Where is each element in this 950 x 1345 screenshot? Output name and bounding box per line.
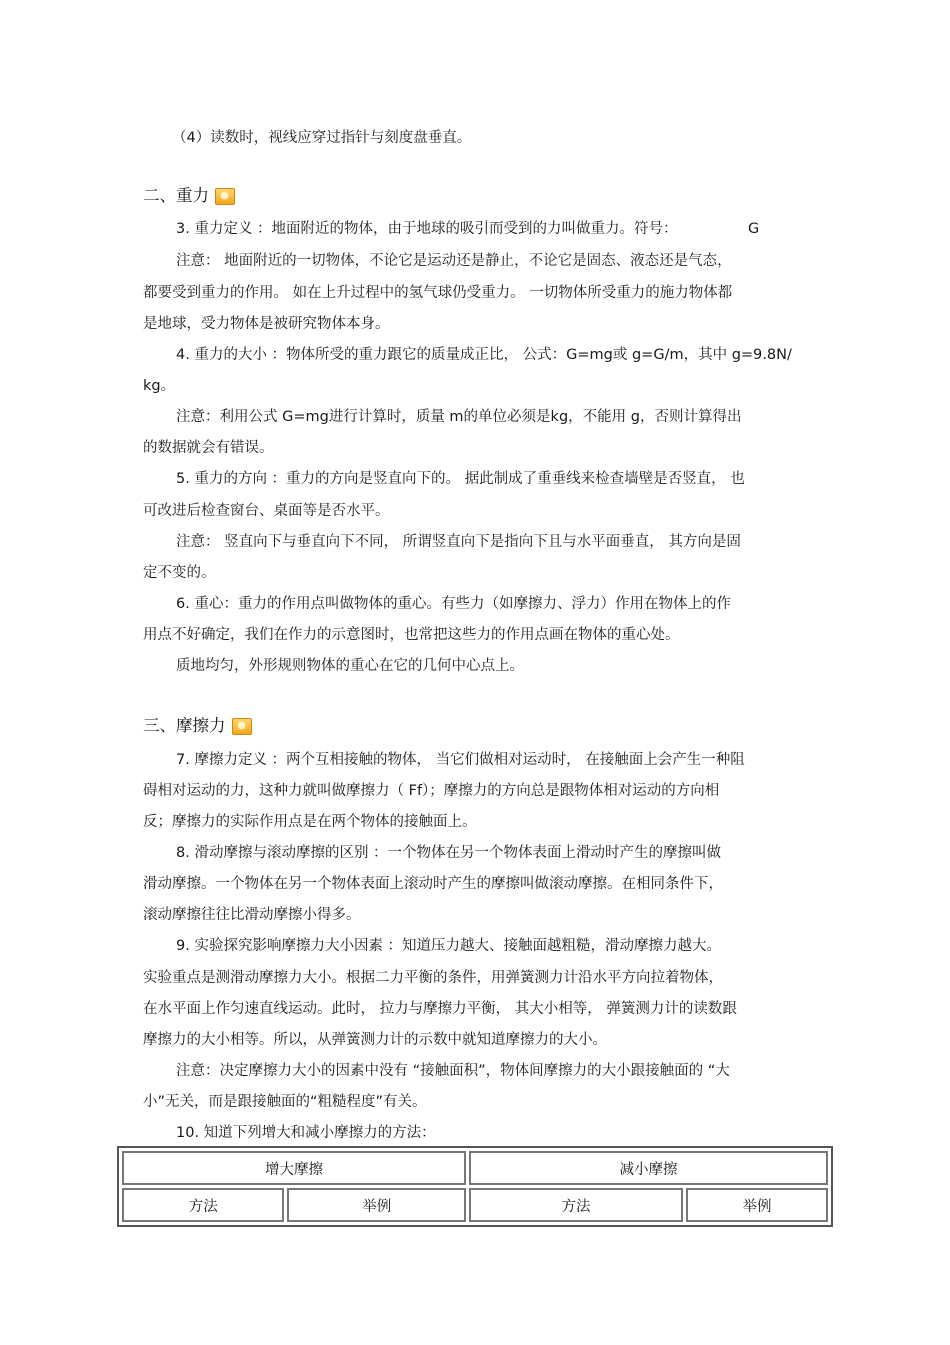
table-cell: 举例 [287,1188,466,1222]
text-line: 10. 知道下列增大和减小摩擦力的方法： [176,1125,436,1141]
text-line: 是地球，受力物体是被研究物体本身。 [143,316,390,332]
text-line: 反；摩擦力的实际作用点是在两个物体的接触面上。 [143,814,477,830]
section-heading-friction [143,715,252,737]
text-line: 3. 重力定义 ：地面附近的物体，由于地球的吸引而受到的力叫做重力。符号： [176,221,678,237]
text-line: 在水平面上作匀速直线运动。此时， 拉力与摩擦力平衡， 其大小相等， 弹簧测力计的读数跟 [143,1001,737,1017]
text-line: 6. 重心：重力的作用点叫做物体的重心。有些力（如摩擦力、浮力）作用在物体上的作 [176,596,731,612]
text-line: 碍相对运动的力，这种力就叫做摩擦力（ Ff）；摩擦力的方向总是跟物体相对运动的方向相 [143,783,720,799]
text-line: 5. 重力的方向 ：重力的方向是竖直向下的。 据此制成了重垂线来检查墙壁是否竖直， 也 [176,471,745,487]
text-line: 都要受到重力的作用。 如在上升过程中的氢气球仍受重力。 一切物体所受重力的施力物体都 [143,285,733,301]
text-line: 7. 摩擦力定义 ：两个互相接触的物体， 当它们做相对运动时， 在接触面上会产生一种阻 [176,752,745,768]
friction-methods-table [117,1146,833,1227]
text-line: 注意：决定摩擦力大小的因素中没有 “接触面积”，物体间摩擦力的大小跟接触面的 “大 [176,1063,730,1079]
text-line: 8. 滑动摩擦与滚动摩擦的区别 ：一个物体在另一个物体表面上滑动时产生的摩擦叫做 [176,845,722,861]
text-line: kg。 [143,378,176,394]
text-line: 定不变的。 [143,565,216,581]
folder-icon[interactable] [215,188,235,205]
table-cell: 方法 [122,1188,284,1222]
text-line: 9. 实验探究影响摩擦力大小因素 ：知道压力越大、接触面越粗糙，滑动摩擦力越大。 [176,938,722,954]
text-line: 注意： 竖直向下与垂直向下不同， 所谓竖直向下是指向下且与水平面垂直， 其方向是固 [176,534,741,550]
text-line: 用点不好确定，我们在作力的示意图时，也常把这些力的作用点画在物体的重心处。 [143,627,680,643]
table-header-decrease: 减小摩擦 [469,1151,828,1185]
text-line: 滚动摩擦往往比滑动摩擦小得多。 [143,907,361,923]
text-line: （4）读数时，视线应穿过指针与刻度盘垂直。 [172,130,472,146]
text-line: 质地均匀，外形规则物体的重心在它的几何中心点上。 [176,658,524,674]
text-line: 4. 重力的大小 ：物体所受的重力跟它的质量成正比， 公式：G=mg或 g=G/m，其中 g=9.8N/ [176,347,792,363]
section-heading-gravity [143,185,235,207]
text-line: 的数据就会有错误。 [143,440,274,456]
text-line: 实验重点是测滑动摩擦力大小。根据二力平衡的条件，用弹簧测力计沿水平方向拉着物体， [143,970,723,986]
text-line: 小”无关，而是跟接触面的“粗糙程度”有关。 [143,1094,427,1110]
table-cell: 举例 [686,1188,828,1222]
section-title: 三、摩擦力 [143,716,226,735]
section-title: 二、重力 [143,186,209,205]
text-line: 滑动摩擦。一个物体在另一个物体表面上滚动时产生的摩擦叫做滚动摩擦。在相同条件下， [143,876,723,892]
folder-icon[interactable] [232,718,252,735]
text-line: 注意： 地面附近的一切物体，不论它是运动还是静止，不论它是固态、液态还是气态， [176,253,732,269]
table-row [122,1151,828,1185]
text-line: G [748,221,760,237]
text-line: 可改进后检查窗台、桌面等是否水平。 [143,503,390,519]
table-row [122,1188,828,1222]
table-header-increase: 增大摩擦 [122,1151,466,1185]
table-cell: 方法 [469,1188,683,1222]
text-line: 摩擦力的大小相等。所以，从弹簧测力计的示数中就知道摩擦力的大小。 [143,1032,607,1048]
text-line: 注意：利用公式 G=mg进行计算时，质量 m的单位必须是kg，不能用 g，否则计算得出 [176,409,742,425]
